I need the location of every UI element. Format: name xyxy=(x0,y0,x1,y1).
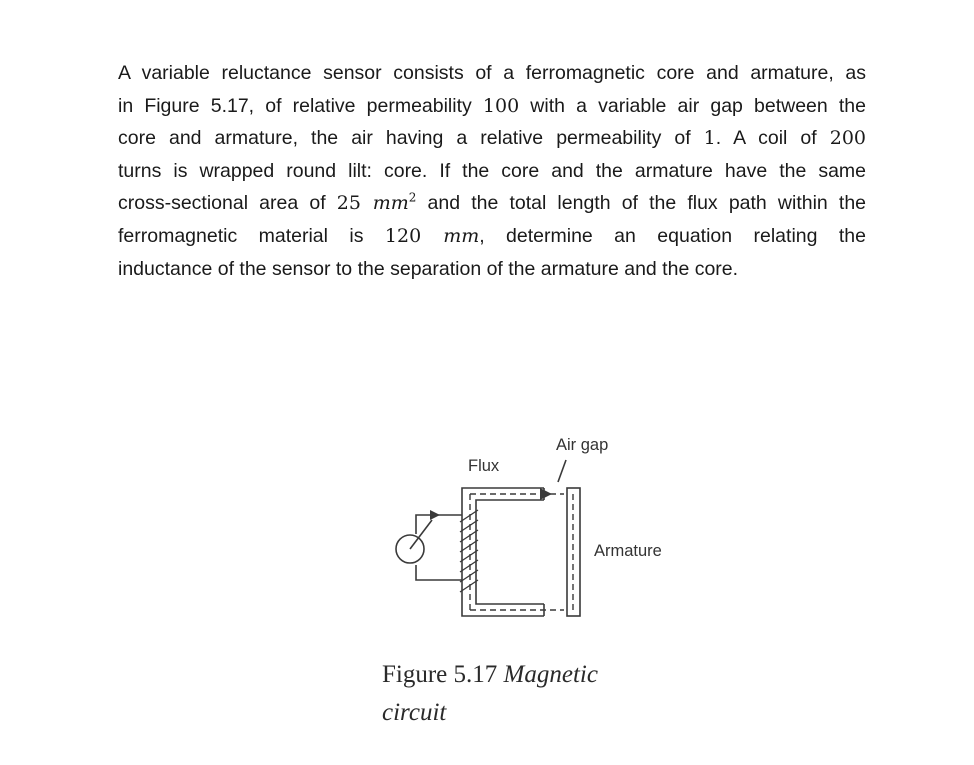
magnetic-circuit-diagram xyxy=(380,430,710,650)
problem-line-6: ferromagnetic material is 120 mm, determine an equation relating the xyxy=(118,224,866,247)
flux-path xyxy=(470,494,573,610)
caption-title-2: circuit xyxy=(382,699,447,726)
figure-caption xyxy=(382,656,598,732)
problem-line-2: in Figure 5.17, of relative permeability 100 with a variable air gap between the xyxy=(118,94,866,117)
lead-arrow-icon xyxy=(430,510,440,520)
problem-line-4: turns is wrapped round lilt: core. If the core and the armature have the same xyxy=(118,159,866,182)
air-gap-label: Air gap xyxy=(556,436,609,454)
coil-turns-value: 200 xyxy=(829,127,866,150)
length-value: 120 mm xyxy=(384,224,480,247)
caption-title-1: Magnetic xyxy=(503,661,598,688)
flux-arrow-icon xyxy=(540,488,552,500)
problem-line-1: A variable reluctance sensor consists of a ferromagnetic core and armature, as xyxy=(118,62,866,84)
magnetic-circuit-figure xyxy=(380,430,710,650)
permeability-value: 100 xyxy=(482,94,520,117)
problem-line-7: inductance of the sensor to the separation of the armature and the core. xyxy=(118,257,739,280)
problem-line-5: cross-sectional area of 25 $mm^2$ and the total length of the flux path within the xyxy=(118,191,867,215)
coil-lead-bottom xyxy=(416,565,462,580)
core-outline-inner xyxy=(476,500,544,604)
air-permeability-value: 1 xyxy=(703,127,716,150)
caption-number: Figure 5.17 xyxy=(382,661,498,688)
flux-label: Flux xyxy=(468,457,500,475)
area-value: 25 $mm^2$ xyxy=(336,191,417,215)
air-gap-pointer xyxy=(558,460,566,482)
armature-label: Armature xyxy=(594,542,662,560)
problem-statement xyxy=(118,57,866,285)
problem-line-3: core and armature, the air having a relative permeability of 1. A coil of 200 xyxy=(118,127,866,150)
